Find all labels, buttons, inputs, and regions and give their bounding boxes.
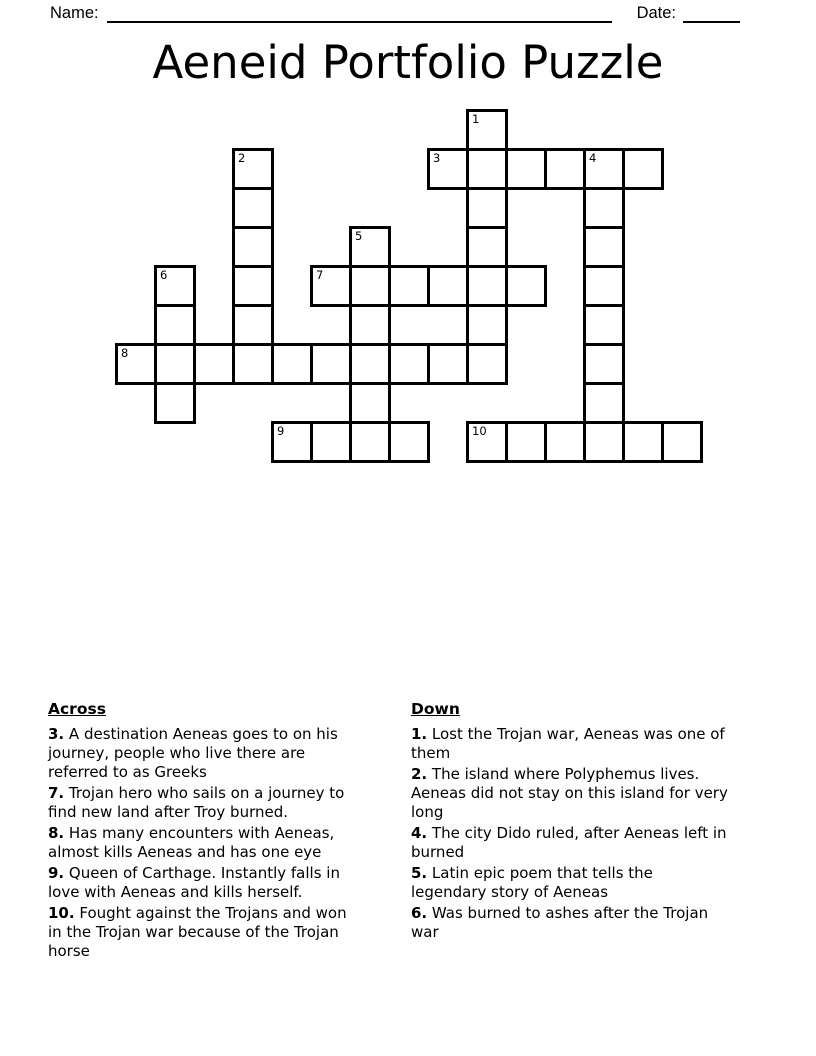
cell-number: 3 <box>433 151 441 165</box>
crossword-cell[interactable] <box>505 421 547 463</box>
crossword-cell[interactable] <box>622 421 664 463</box>
clue-item: 6. Was burned to ashes after the Trojan war <box>411 904 709 941</box>
clue-number: 9. <box>48 864 65 882</box>
crossword-cell[interactable] <box>232 343 274 385</box>
crossword-cell[interactable] <box>505 148 547 190</box>
crossword-cell[interactable] <box>349 304 391 346</box>
clue-number: 7. <box>48 784 65 802</box>
date-label: Date: <box>636 4 676 22</box>
crossword-cell[interactable] <box>154 265 196 307</box>
clue-item: 1. Lost the Trojan war, Aeneas was one of them <box>411 725 725 762</box>
crossword-cell[interactable] <box>427 148 469 190</box>
crossword-cell[interactable] <box>232 265 274 307</box>
clue-item: 7. Trojan hero who sails on a journey to find new land after Troy burned. <box>48 784 345 821</box>
across-clue-list <box>48 725 360 961</box>
clue-item: 9. Queen of Carthage. Instantly falls in love with Aeneas and kills herself. <box>48 864 340 901</box>
crossword-cell[interactable] <box>388 265 430 307</box>
crossword-cell[interactable] <box>466 226 508 268</box>
crossword-cell[interactable] <box>544 148 586 190</box>
clue-number: 1. <box>411 725 428 743</box>
crossword-cell[interactable] <box>466 421 508 463</box>
clue-number: 6. <box>411 904 428 922</box>
crossword-cell[interactable] <box>427 343 469 385</box>
cell-number: 7 <box>316 268 324 282</box>
crossword-cell[interactable] <box>427 265 469 307</box>
crossword-cell[interactable] <box>583 343 625 385</box>
crossword-cell[interactable] <box>466 187 508 229</box>
crossword-cell[interactable] <box>583 226 625 268</box>
clue-number: 2. <box>411 765 428 783</box>
crossword-cell[interactable] <box>583 421 625 463</box>
crossword-cell[interactable] <box>154 304 196 346</box>
crossword-cell[interactable] <box>349 265 391 307</box>
down-clue-list <box>411 725 733 942</box>
cell-number: 10 <box>472 424 487 438</box>
crossword-cell[interactable] <box>583 148 625 190</box>
across-clues-column <box>48 700 360 963</box>
crossword-cell[interactable] <box>466 109 508 151</box>
crossword-cell[interactable] <box>583 187 625 229</box>
clue-item: 3. A destination Aeneas goes to on his journey, people who live there are referred to as Greeks <box>48 725 338 781</box>
across-heading: Across <box>48 700 106 718</box>
crossword-cell[interactable] <box>505 265 547 307</box>
clue-item: 8. Has many encounters with Aeneas, almost kills Aeneas and has one eye <box>48 824 335 861</box>
cell-number: 6 <box>160 268 168 282</box>
crossword-cell[interactable] <box>622 148 664 190</box>
clue-number: 3. <box>48 725 65 743</box>
crossword-cell[interactable] <box>271 343 313 385</box>
crossword-cell[interactable] <box>388 343 430 385</box>
crossword-cell[interactable] <box>583 265 625 307</box>
page-title: Aeneid Portfolio Puzzle <box>152 36 664 89</box>
cell-number: 5 <box>355 229 363 243</box>
crossword-cell[interactable] <box>310 421 352 463</box>
crossword-cell[interactable] <box>232 148 274 190</box>
cell-number: 4 <box>589 151 597 165</box>
clue-item: 10. Fought against the Trojans and won in the Trojan war because of the Trojan horse <box>48 904 347 960</box>
crossword-cell[interactable] <box>232 187 274 229</box>
crossword-cell[interactable] <box>349 421 391 463</box>
crossword-cell[interactable] <box>466 304 508 346</box>
crossword-cell[interactable] <box>193 343 235 385</box>
crossword-cell[interactable] <box>154 382 196 424</box>
clue-item: 2. The island where Polyphemus lives. Aeneas did not stay on this island for very long <box>411 765 728 821</box>
clue-number: 5. <box>411 864 428 882</box>
crossword-cell[interactable] <box>310 343 352 385</box>
clue-number: 8. <box>48 824 65 842</box>
crossword-cell[interactable] <box>466 343 508 385</box>
crossword-cell[interactable] <box>349 382 391 424</box>
crossword-cell[interactable] <box>349 226 391 268</box>
down-clues-column <box>411 700 733 963</box>
crossword-cell[interactable] <box>466 148 508 190</box>
cell-number: 8 <box>121 346 129 360</box>
clue-number: 10. <box>48 904 75 922</box>
crossword-cell[interactable] <box>349 343 391 385</box>
clue-item: 4. The city Dido ruled, after Aeneas left in burned <box>411 824 727 861</box>
cell-number: 9 <box>277 424 285 438</box>
crossword-cell[interactable] <box>466 265 508 307</box>
crossword-cell[interactable] <box>232 304 274 346</box>
down-heading: Down <box>411 700 460 718</box>
clues-section <box>48 700 733 963</box>
crossword-cell[interactable] <box>232 226 274 268</box>
crossword-cell[interactable] <box>154 343 196 385</box>
crossword-cell[interactable] <box>388 421 430 463</box>
clue-item: 5. Latin epic poem that tells the legendary story of Aeneas <box>411 864 653 901</box>
crossword-cell[interactable] <box>661 421 703 463</box>
crossword-cell[interactable] <box>544 421 586 463</box>
crossword-cell[interactable] <box>271 421 313 463</box>
name-label: Name: <box>50 4 99 22</box>
crossword-cell[interactable] <box>583 304 625 346</box>
crossword-cell[interactable] <box>310 265 352 307</box>
cell-number: 2 <box>238 151 246 165</box>
clue-number: 4. <box>411 824 428 842</box>
cell-number: 1 <box>472 112 480 126</box>
crossword-cell[interactable] <box>115 343 157 385</box>
crossword-cell[interactable] <box>583 382 625 424</box>
